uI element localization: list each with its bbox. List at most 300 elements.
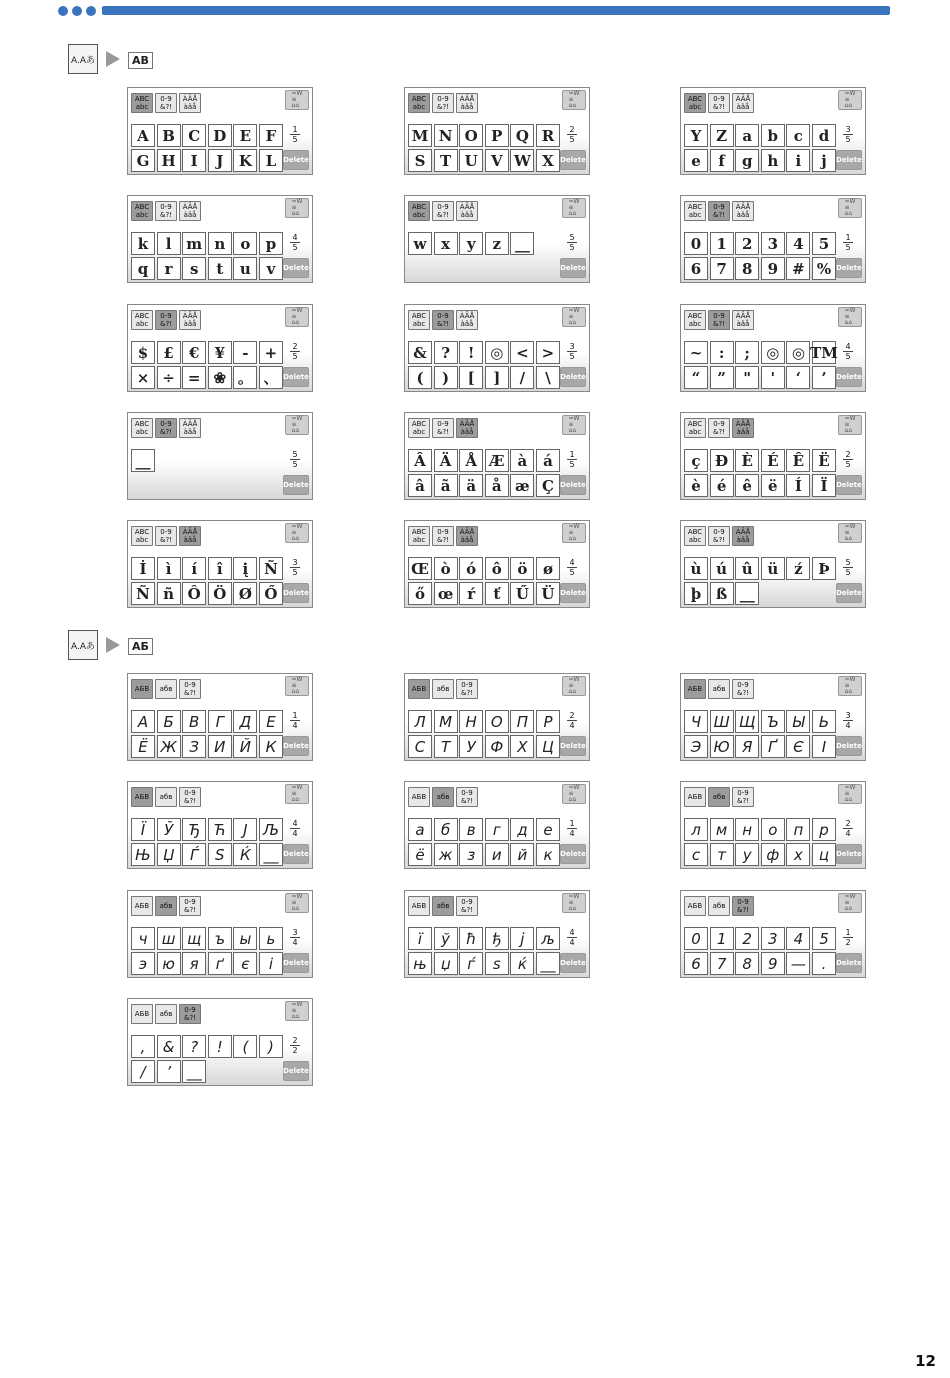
character-key[interactable]: Џ: [157, 843, 181, 866]
page-indicator[interactable]: [283, 928, 307, 947]
character-key[interactable]: >: [536, 341, 560, 364]
category-tab[interactable]: 0-9 &?!: [732, 896, 754, 916]
character-key[interactable]: ќ: [510, 952, 534, 975]
character-key[interactable]: ‘: [786, 366, 810, 389]
page-indicator[interactable]: [560, 928, 584, 947]
character-key[interactable]: k: [131, 232, 155, 255]
character-key[interactable]: __: [259, 843, 283, 866]
character-key[interactable]: Ä: [434, 449, 458, 472]
category-tab[interactable]: ABC abc: [684, 93, 706, 113]
category-tab[interactable]: абв: [708, 787, 730, 807]
character-key[interactable]: Ъ: [761, 710, 785, 733]
stitch-settings-button[interactable]: ≈W ≡ ⌂⌂: [285, 198, 309, 218]
category-tab[interactable]: ÀÂÅ àâå: [456, 93, 478, 113]
delete-button[interactable]: Delete: [560, 844, 586, 864]
category-tab[interactable]: ABC abc: [131, 201, 153, 221]
category-tab[interactable]: ABC abc: [684, 201, 706, 221]
character-key[interactable]: 1: [710, 232, 734, 255]
character-key[interactable]: ц: [812, 843, 836, 866]
character-key[interactable]: €: [182, 341, 206, 364]
character-key[interactable]: w: [408, 232, 432, 255]
character-key[interactable]: б: [434, 818, 458, 841]
page-indicator[interactable]: [560, 450, 584, 469]
character-key[interactable]: L: [259, 149, 283, 172]
character-key[interactable]: (: [408, 366, 432, 389]
character-key[interactable]: У: [459, 735, 483, 758]
character-key[interactable]: ч: [131, 927, 155, 950]
character-key[interactable]: 、: [259, 366, 283, 389]
character-key[interactable]: [: [459, 366, 483, 389]
category-tab[interactable]: 0-9 &?!: [708, 201, 730, 221]
character-key[interactable]: Ј: [233, 818, 257, 841]
delete-button[interactable]: Delete: [283, 1061, 309, 1081]
category-tab[interactable]: ÀÂÅ àâå: [456, 201, 478, 221]
character-key[interactable]: 7: [710, 257, 734, 280]
delete-button[interactable]: Delete: [283, 258, 309, 278]
character-key[interactable]: 2: [735, 927, 759, 950]
character-key[interactable]: З: [182, 735, 206, 758]
character-key[interactable]: q: [131, 257, 155, 280]
character-key[interactable]: у: [735, 843, 759, 866]
category-tab[interactable]: АБВ: [408, 679, 430, 699]
character-key[interactable]: £: [157, 341, 181, 364]
character-key[interactable]: __: [131, 449, 155, 472]
character-key[interactable]: Ѓ: [182, 843, 206, 866]
character-key[interactable]: $: [131, 341, 155, 364]
category-tab[interactable]: абв: [155, 896, 177, 916]
character-key[interactable]: Z: [710, 124, 734, 147]
delete-button[interactable]: Delete: [283, 736, 309, 756]
character-key[interactable]: ї: [408, 927, 432, 950]
character-key[interactable]: ј: [510, 927, 534, 950]
character-key[interactable]: н: [735, 818, 759, 841]
character-key[interactable]: ]: [485, 366, 509, 389]
character-key[interactable]: П: [510, 710, 534, 733]
character-key[interactable]: л: [684, 818, 708, 841]
character-key[interactable]: 3: [761, 232, 785, 255]
category-tab[interactable]: 0-9 &?!: [732, 787, 754, 807]
character-key[interactable]: ѓ: [459, 952, 483, 975]
character-key[interactable]: #: [786, 257, 810, 280]
character-key[interactable]: є: [233, 952, 257, 975]
character-key[interactable]: &: [408, 341, 432, 364]
character-key[interactable]: Р: [536, 710, 560, 733]
stitch-settings-button[interactable]: ≈W ≡ ⌂⌂: [838, 784, 862, 804]
character-key[interactable]: Ћ: [208, 818, 232, 841]
character-key[interactable]: 2: [735, 232, 759, 255]
category-tab[interactable]: ABC abc: [408, 526, 430, 546]
stitch-settings-button[interactable]: ≈W ≡ ⌂⌂: [285, 893, 309, 913]
character-key[interactable]: Ї: [131, 818, 155, 841]
category-tab[interactable]: ÀÂÅ àâå: [732, 310, 754, 330]
page-indicator[interactable]: [283, 342, 307, 361]
delete-button[interactable]: Delete: [836, 367, 862, 387]
character-key[interactable]: p: [259, 232, 283, 255]
character-key[interactable]: ×: [131, 366, 155, 389]
character-key[interactable]: ť: [485, 582, 509, 605]
character-key[interactable]: Ç: [536, 474, 560, 497]
category-tab[interactable]: ABC abc: [408, 93, 430, 113]
character-key[interactable]: ђ: [485, 927, 509, 950]
stitch-settings-button[interactable]: ≈W ≡ ⌂⌂: [562, 893, 586, 913]
character-key[interactable]: 0: [684, 927, 708, 950]
character-key[interactable]: ): [434, 366, 458, 389]
character-key[interactable]: S: [408, 149, 432, 172]
character-key[interactable]: “: [684, 366, 708, 389]
stitch-settings-button[interactable]: ≈W ≡ ⌂⌂: [285, 1001, 309, 1021]
category-tab[interactable]: ÀÂÅ àâå: [456, 418, 478, 438]
character-key[interactable]: ô: [485, 557, 509, 580]
character-key[interactable]: ж: [434, 843, 458, 866]
stitch-settings-button[interactable]: ≈W ≡ ⌂⌂: [838, 198, 862, 218]
stitch-settings-button[interactable]: ≈W ≡ ⌂⌂: [562, 198, 586, 218]
category-tab[interactable]: ABC abc: [408, 201, 430, 221]
category-tab[interactable]: 0-9 &?!: [708, 418, 730, 438]
character-key[interactable]: ñ: [157, 582, 181, 605]
character-key[interactable]: ґ: [208, 952, 232, 975]
character-key[interactable]: ħ: [459, 927, 483, 950]
category-tab[interactable]: ÀÂÅ àâå: [179, 93, 201, 113]
character-key[interactable]: g: [735, 149, 759, 172]
category-tab[interactable]: 0-9 &?!: [432, 526, 454, 546]
delete-button[interactable]: Delete: [560, 736, 586, 756]
character-key[interactable]: Ц: [536, 735, 560, 758]
character-key[interactable]: e: [684, 149, 708, 172]
category-tab[interactable]: 0-9 &?!: [456, 787, 478, 807]
character-key[interactable]: т: [710, 843, 734, 866]
page-indicator[interactable]: [836, 558, 860, 577]
category-tab[interactable]: ABC abc: [408, 418, 430, 438]
character-key[interactable]: H: [157, 149, 181, 172]
character-key[interactable]: ): [259, 1035, 283, 1058]
character-key[interactable]: N: [434, 124, 458, 147]
page-indicator[interactable]: [836, 233, 860, 252]
page-indicator[interactable]: [560, 711, 584, 730]
character-key[interactable]: ’: [157, 1060, 181, 1083]
character-key[interactable]: Ë: [812, 449, 836, 472]
character-key[interactable]: l: [157, 232, 181, 255]
category-tab[interactable]: абв: [155, 1004, 177, 1024]
character-key[interactable]: Ю: [710, 735, 734, 758]
delete-button[interactable]: Delete: [836, 844, 862, 864]
character-key[interactable]: (: [233, 1035, 257, 1058]
category-tab[interactable]: 0-9 &?!: [432, 93, 454, 113]
category-tab[interactable]: 0-9 &?!: [155, 201, 177, 221]
character-key[interactable]: ź: [786, 557, 810, 580]
category-tab[interactable]: 0-9 &?!: [179, 787, 201, 807]
page-indicator[interactable]: [560, 125, 584, 144]
character-key[interactable]: :: [710, 341, 734, 364]
character-key[interactable]: М: [434, 710, 458, 733]
category-tab[interactable]: АБВ: [684, 679, 706, 699]
character-key[interactable]: я: [182, 952, 206, 975]
character-key[interactable]: с: [684, 843, 708, 866]
character-key[interactable]: á: [536, 449, 560, 472]
character-key[interactable]: Í: [786, 474, 810, 497]
character-key[interactable]: å: [485, 474, 509, 497]
page-indicator[interactable]: [283, 819, 307, 838]
stitch-settings-button[interactable]: ≈W ≡ ⌂⌂: [562, 676, 586, 696]
character-key[interactable]: 0: [684, 232, 708, 255]
character-key[interactable]: G: [131, 149, 155, 172]
character-key[interactable]: к: [536, 843, 560, 866]
delete-button[interactable]: Delete: [836, 475, 862, 495]
character-key[interactable]: ?: [182, 1035, 206, 1058]
character-key[interactable]: Ё: [131, 735, 155, 758]
character-key[interactable]: з: [459, 843, 483, 866]
category-tab[interactable]: ABC abc: [131, 93, 153, 113]
character-key[interactable]: Ь: [812, 710, 836, 733]
stitch-settings-button[interactable]: ≈W ≡ ⌂⌂: [562, 415, 586, 435]
character-key[interactable]: 4: [786, 927, 810, 950]
character-key[interactable]: е: [536, 818, 560, 841]
character-key[interactable]: ì: [157, 557, 181, 580]
delete-button[interactable]: Delete: [283, 583, 309, 603]
stitch-settings-button[interactable]: ≈W ≡ ⌂⌂: [285, 523, 309, 543]
character-key[interactable]: Є: [786, 735, 810, 758]
category-tab[interactable]: абв: [432, 896, 454, 916]
character-key[interactable]: x: [434, 232, 458, 255]
character-key[interactable]: р: [812, 818, 836, 841]
character-key[interactable]: s: [182, 257, 206, 280]
character-key[interactable]: C: [182, 124, 206, 147]
page-indicator[interactable]: [836, 928, 860, 947]
category-tab[interactable]: ÀÂÅ àâå: [179, 201, 201, 221]
category-tab[interactable]: ÀÂÅ àâå: [732, 201, 754, 221]
stitch-settings-button[interactable]: ≈W ≡ ⌂⌂: [838, 415, 862, 435]
category-tab[interactable]: ÀÂÅ àâå: [732, 93, 754, 113]
page-indicator[interactable]: [560, 819, 584, 838]
category-tab[interactable]: ABC abc: [131, 526, 153, 546]
category-tab[interactable]: ÀÂÅ àâå: [179, 418, 201, 438]
character-key[interactable]: Ü: [536, 582, 560, 605]
character-key[interactable]: h: [761, 149, 785, 172]
category-tab[interactable]: ÀÂÅ àâå: [456, 310, 478, 330]
category-tab[interactable]: 0-9 &?!: [179, 679, 201, 699]
character-key[interactable]: Ð: [710, 449, 734, 472]
character-key[interactable]: ù: [684, 557, 708, 580]
category-tab[interactable]: АБВ: [131, 896, 153, 916]
character-key[interactable]: Л: [408, 710, 432, 733]
stitch-settings-button[interactable]: ≈W ≡ ⌂⌂: [838, 523, 862, 543]
page-indicator[interactable]: [836, 342, 860, 361]
character-key[interactable]: z: [485, 232, 509, 255]
character-key[interactable]: /: [510, 366, 534, 389]
stitch-settings-button[interactable]: ≈W ≡ ⌂⌂: [285, 784, 309, 804]
character-key[interactable]: v: [259, 257, 283, 280]
stitch-settings-button[interactable]: ≈W ≡ ⌂⌂: [285, 307, 309, 327]
category-tab[interactable]: ÀÂÅ àâå: [732, 418, 754, 438]
character-key[interactable]: É: [761, 449, 785, 472]
character-key[interactable]: P: [485, 124, 509, 147]
character-key[interactable]: d: [812, 124, 836, 147]
character-key[interactable]: TM: [812, 341, 836, 364]
character-key[interactable]: ÷: [157, 366, 181, 389]
character-key[interactable]: Щ: [735, 710, 759, 733]
character-key[interactable]: &: [157, 1035, 181, 1058]
character-key[interactable]: О: [485, 710, 509, 733]
character-key[interactable]: м: [710, 818, 734, 841]
character-key[interactable]: ,: [131, 1035, 155, 1058]
character-key[interactable]: А: [131, 710, 155, 733]
page-indicator[interactable]: [836, 819, 860, 838]
character-key[interactable]: 9: [761, 257, 785, 280]
character-key[interactable]: \: [536, 366, 560, 389]
character-key[interactable]: V: [485, 149, 509, 172]
character-key[interactable]: Q: [510, 124, 534, 147]
character-key[interactable]: þ: [684, 582, 708, 605]
category-tab[interactable]: абв: [155, 787, 177, 807]
category-tab[interactable]: 0-9 &?!: [456, 896, 478, 916]
character-key[interactable]: њ: [408, 952, 432, 975]
character-key[interactable]: г: [485, 818, 509, 841]
page-indicator[interactable]: [283, 450, 307, 469]
character-key[interactable]: Œ: [408, 557, 432, 580]
character-key[interactable]: Ï: [812, 474, 836, 497]
page-indicator[interactable]: [283, 558, 307, 577]
character-key[interactable]: љ: [536, 927, 560, 950]
character-key[interactable]: ъ: [208, 927, 232, 950]
category-tab[interactable]: 0-9 &?!: [179, 896, 201, 916]
character-key[interactable]: і: [259, 952, 283, 975]
character-key[interactable]: ü: [761, 557, 785, 580]
character-key[interactable]: Ñ: [131, 582, 155, 605]
character-key[interactable]: /: [131, 1060, 155, 1083]
character-key[interactable]: Æ: [485, 449, 509, 472]
character-key[interactable]: Ê: [786, 449, 810, 472]
delete-button[interactable]: Delete: [836, 953, 862, 973]
delete-button[interactable]: Delete: [836, 736, 862, 756]
character-key[interactable]: r: [157, 257, 181, 280]
character-key[interactable]: U: [459, 149, 483, 172]
character-key[interactable]: __: [536, 952, 560, 975]
character-key[interactable]: щ: [182, 927, 206, 950]
character-key[interactable]: о: [761, 818, 785, 841]
character-key[interactable]: u: [233, 257, 257, 280]
character-key[interactable]: F: [259, 124, 283, 147]
stitch-settings-button[interactable]: ≈W ≡ ⌂⌂: [285, 90, 309, 110]
character-key[interactable]: И: [208, 735, 232, 758]
character-key[interactable]: ő: [408, 582, 432, 605]
character-key[interactable]: Ö: [208, 582, 232, 605]
delete-button[interactable]: Delete: [560, 150, 586, 170]
page-indicator[interactable]: [283, 233, 307, 252]
category-tab[interactable]: 0-9 &?!: [432, 201, 454, 221]
character-key[interactable]: ö: [510, 557, 534, 580]
character-key[interactable]: Ű: [510, 582, 534, 605]
delete-button[interactable]: Delete: [560, 367, 586, 387]
character-key[interactable]: W: [510, 149, 534, 172]
character-key[interactable]: ы: [233, 927, 257, 950]
character-key[interactable]: __: [182, 1060, 206, 1083]
category-tab[interactable]: абв: [155, 679, 177, 699]
character-key[interactable]: Ô: [182, 582, 206, 605]
character-key[interactable]: 7: [710, 952, 734, 975]
character-key[interactable]: j: [812, 149, 836, 172]
category-tab[interactable]: АБВ: [408, 896, 430, 916]
category-tab[interactable]: АБВ: [131, 1004, 153, 1024]
character-key[interactable]: m: [182, 232, 206, 255]
character-key[interactable]: 6: [684, 257, 708, 280]
character-key[interactable]: c: [786, 124, 810, 147]
character-key[interactable]: __: [510, 232, 534, 255]
character-key[interactable]: К: [259, 735, 283, 758]
character-key[interactable]: ø: [536, 557, 560, 580]
character-key[interactable]: n: [208, 232, 232, 255]
character-key[interactable]: o: [233, 232, 257, 255]
category-tab[interactable]: абв: [708, 679, 730, 699]
character-key[interactable]: ѕ: [485, 952, 509, 975]
character-key[interactable]: Д: [233, 710, 257, 733]
character-key[interactable]: 。: [233, 366, 257, 389]
category-tab[interactable]: 0-9 &?!: [708, 93, 730, 113]
character-key[interactable]: в: [459, 818, 483, 841]
delete-button[interactable]: Delete: [283, 953, 309, 973]
stitch-settings-button[interactable]: ≈W ≡ ⌂⌂: [838, 676, 862, 696]
character-key[interactable]: Х: [510, 735, 534, 758]
category-tab[interactable]: 0-9 &?!: [432, 418, 454, 438]
category-tab[interactable]: ÀÂÅ àâå: [179, 526, 201, 546]
character-key[interactable]: ’: [812, 366, 836, 389]
category-tab[interactable]: абв: [432, 679, 454, 699]
character-key[interactable]: 8: [735, 952, 759, 975]
delete-button[interactable]: Delete: [283, 150, 309, 170]
character-key[interactable]: é: [710, 474, 734, 497]
character-key[interactable]: ”: [710, 366, 734, 389]
character-key[interactable]: Å: [459, 449, 483, 472]
character-key[interactable]: Ж: [157, 735, 181, 758]
character-key[interactable]: ю: [157, 952, 181, 975]
character-key[interactable]: ь: [259, 927, 283, 950]
character-key[interactable]: Й: [233, 735, 257, 758]
character-key[interactable]: Ў: [157, 818, 181, 841]
character-key[interactable]: ш: [157, 927, 181, 950]
character-key[interactable]: х: [786, 843, 810, 866]
character-key[interactable]: è: [684, 474, 708, 497]
page-indicator[interactable]: [560, 342, 584, 361]
character-key[interactable]: 5: [812, 232, 836, 255]
character-key[interactable]: В: [182, 710, 206, 733]
page-indicator[interactable]: [836, 450, 860, 469]
character-key[interactable]: ç: [684, 449, 708, 472]
character-key[interactable]: -: [233, 341, 257, 364]
character-key[interactable]: 1: [710, 927, 734, 950]
stitch-settings-button[interactable]: ≈W ≡ ⌂⌂: [285, 676, 309, 696]
character-key[interactable]: Б: [157, 710, 181, 733]
character-key[interactable]: <: [510, 341, 534, 364]
character-key[interactable]: І: [812, 735, 836, 758]
character-key[interactable]: Ф: [485, 735, 509, 758]
character-key[interactable]: а: [408, 818, 432, 841]
page-indicator[interactable]: [283, 125, 307, 144]
character-key[interactable]: ä: [459, 474, 483, 497]
character-key[interactable]: t: [208, 257, 232, 280]
character-key[interactable]: ❀: [208, 366, 232, 389]
delete-button[interactable]: Delete: [560, 475, 586, 495]
character-key[interactable]: Э: [684, 735, 708, 758]
category-tab[interactable]: ÀÂÅ àâå: [456, 526, 478, 546]
category-tab[interactable]: АБВ: [684, 896, 706, 916]
character-key[interactable]: K: [233, 149, 257, 172]
character-key[interactable]: ': [761, 366, 785, 389]
character-key[interactable]: J: [208, 149, 232, 172]
delete-button[interactable]: Delete: [560, 258, 586, 278]
character-key[interactable]: 5: [812, 927, 836, 950]
character-key[interactable]: O: [459, 124, 483, 147]
category-tab[interactable]: абв: [432, 787, 454, 807]
stitch-settings-button[interactable]: ≈W ≡ ⌂⌂: [838, 307, 862, 327]
delete-button[interactable]: Delete: [560, 583, 586, 603]
